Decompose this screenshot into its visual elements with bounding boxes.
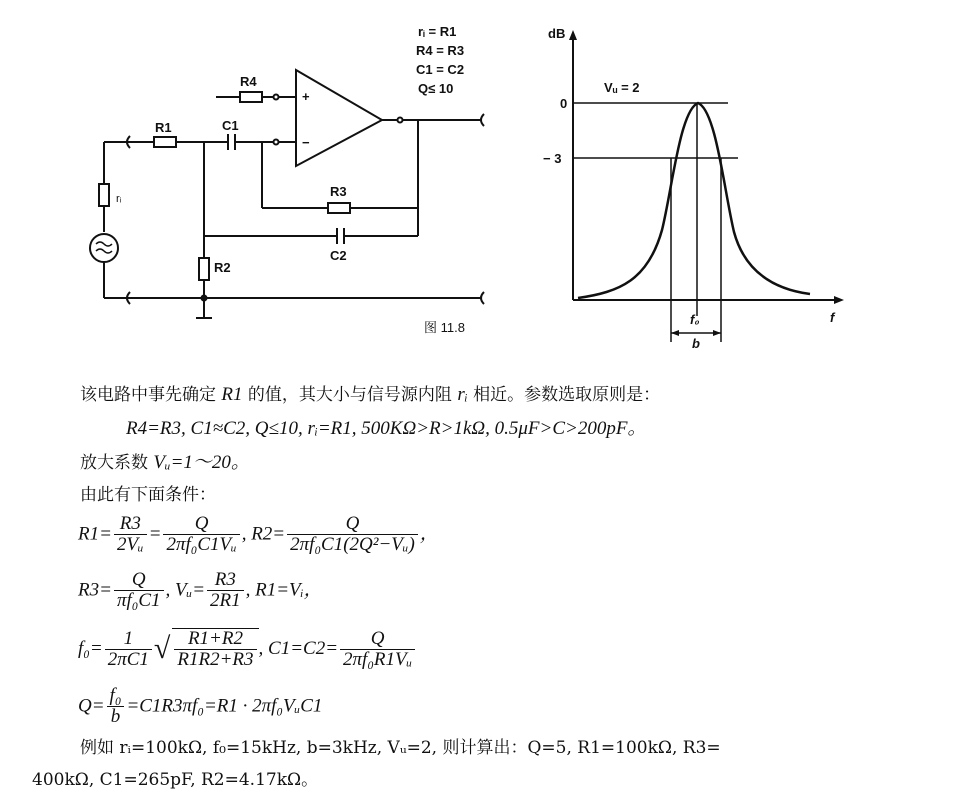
intro-ri: rᵢ <box>457 384 468 405</box>
eq3-num-2: R1+R2 <box>174 629 256 650</box>
equation-1 <box>78 514 439 555</box>
eq3-c: , C1=C2= <box>258 638 339 659</box>
eq1-fraction-1 <box>114 514 147 555</box>
eq1-num-2: Q <box>163 514 239 535</box>
eq2-vu: , Vᵤ= <box>165 579 206 601</box>
eq1-den-1: 2Vᵤ <box>116 534 144 555</box>
eq3-num-1: 1 <box>105 629 152 650</box>
circuit-note-2: R4 = R3 <box>416 43 465 58</box>
label-plus: + <box>302 89 310 104</box>
eq2-den-2: 2R1 <box>210 590 241 611</box>
eq1-den-3: 2πf₀C1(2Q²−Vᵤ) <box>290 534 415 555</box>
eq1-num-1: R3 <box>114 514 147 535</box>
eq2-r3: R3= <box>78 579 112 601</box>
f0-label: f₀ <box>690 312 700 327</box>
paragraph-intro <box>80 385 660 405</box>
eq3-sqrt <box>172 628 258 670</box>
label-r3: R3 <box>330 184 347 199</box>
eq1-r1: R1= <box>78 523 112 545</box>
eq2-num-1: Q <box>114 570 164 591</box>
eq3-den-3: 2πf₀R1Vᵤ <box>343 648 413 670</box>
b-label: b <box>692 336 700 351</box>
eq3-fraction-2 <box>174 629 256 670</box>
eq4-num-1: f₀ <box>107 686 125 707</box>
label-minus: − <box>302 135 310 150</box>
r3-resistor <box>328 203 350 213</box>
conditions-heading: 由此有下面条件： <box>80 485 216 505</box>
figure-11-8 <box>0 0 960 370</box>
op-amp <box>296 70 382 166</box>
intro-part-c: 相近。参数选取原则是： <box>467 385 661 405</box>
rules-text: R4=R3, C1≈C2, Q≤10, rᵢ=R1, 500KΩ>R>1kΩ, 0.5μF>C>200pF。 <box>126 418 647 439</box>
eq2-num-2: R3 <box>207 570 244 591</box>
eq3-den-1: 2πC1 <box>107 648 149 670</box>
gain-range-b: Vᵤ=1～20。 <box>153 452 250 473</box>
eq2-fraction-1 <box>114 570 164 611</box>
eq1-den-2: 2πf₀C1Vᵤ <box>166 534 237 555</box>
eq1-equals: = <box>148 523 162 545</box>
label-r1: R1 <box>155 120 172 135</box>
y-axis-label: dB <box>548 26 566 41</box>
ri-resistor <box>99 184 109 206</box>
example-line-2: 400kΩ, C1=265pF, R2=4.17kΩ。 <box>32 770 319 790</box>
gain-range-a: 放大系数 <box>80 453 154 473</box>
ac-source <box>90 234 118 262</box>
sqrt-sign: √ <box>153 632 171 665</box>
intro-r1: R1 <box>221 384 243 405</box>
tick-minus-3: − 3 <box>543 151 562 166</box>
eq3-num-3: Q <box>340 629 415 650</box>
x-axis-label: f <box>830 310 835 325</box>
r4-resistor <box>240 92 262 102</box>
circuit-diagram <box>90 24 484 335</box>
eq2-end: , R1=Vᵢ， <box>245 579 323 601</box>
eq1-fraction-3 <box>287 514 418 555</box>
eq4-den-1: b <box>110 706 121 727</box>
eq4-rest: =C1R3πf₀=R1 · 2πf₀VᵤC1 <box>126 695 323 717</box>
eq1-fraction-2 <box>163 514 239 555</box>
figure-caption: 图 11.8 <box>424 320 465 335</box>
example-line-1: 例如 rᵢ=100kΩ, f₀=15kHz, b=3kHz, Vᵤ=2, 则计算出：Q=5, R1=100kΩ, R3= <box>80 738 721 758</box>
label-c2: C2 <box>330 248 347 263</box>
eq1-end: ， <box>419 523 439 545</box>
response-plot <box>543 26 844 351</box>
eq1-num-3: Q <box>287 514 418 535</box>
eq3-fraction-3 <box>340 629 415 670</box>
intro-part-a: 该电路中事先确定 <box>80 385 222 405</box>
tick-0: 0 <box>560 96 568 111</box>
eq3-fraction-1 <box>105 629 152 670</box>
label-c1: C1 <box>222 118 239 133</box>
r2-resistor <box>199 258 209 280</box>
gain-label: Vᵤ = 2 <box>604 80 640 95</box>
equation-3 <box>78 628 417 670</box>
label-r4: R4 <box>240 74 257 89</box>
eq1-r2: , R2= <box>241 523 286 545</box>
circuit-note-3: C1 = C2 <box>416 62 465 77</box>
equation-4 <box>78 686 322 727</box>
eq3-f0: f₀= <box>78 638 103 659</box>
gain-range <box>80 453 250 473</box>
eq3-den-2: R1R2+R3 <box>177 649 254 670</box>
eq2-den-1: πf₀C1 <box>116 590 161 611</box>
circuit-note-1: rᵢ = R1 <box>418 24 457 39</box>
r1-resistor <box>154 137 176 147</box>
label-ri: rᵢ <box>116 193 122 205</box>
eq4-q: Q= <box>78 695 105 717</box>
equation-2 <box>78 570 323 611</box>
response-curve <box>578 103 810 298</box>
label-r2: R2 <box>214 260 231 275</box>
eq4-fraction-1 <box>107 686 125 727</box>
intro-part-b: 的值，其大小与信号源内阻 <box>242 385 458 405</box>
selection-rules <box>126 419 646 439</box>
circuit-note-4: Q≤ 10 <box>418 81 454 96</box>
eq2-fraction-2 <box>207 570 244 611</box>
